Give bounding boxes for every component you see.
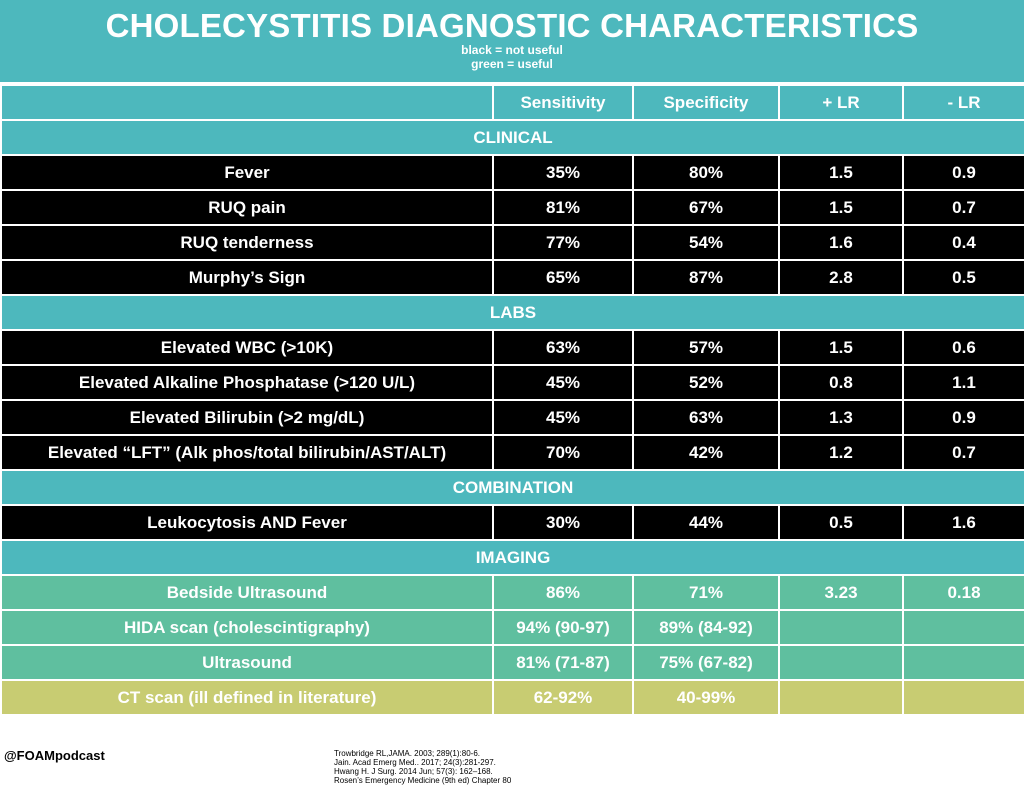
sensitivity-cell: 65% bbox=[493, 260, 633, 295]
row-label: Leukocytosis AND Fever bbox=[1, 505, 493, 540]
specificity-cell: 44% bbox=[633, 505, 779, 540]
positive-lr-cell: 1.5 bbox=[779, 190, 903, 225]
row-label: Elevated Bilirubin (>2 mg/dL) bbox=[1, 400, 493, 435]
sensitivity-cell: 45% bbox=[493, 400, 633, 435]
sensitivity-cell: 35% bbox=[493, 155, 633, 190]
column-header-positive-lr: + LR bbox=[779, 85, 903, 120]
negative-lr-cell bbox=[903, 645, 1024, 680]
column-header-label bbox=[1, 85, 493, 120]
reference-item: Rosen’s Emergency Medicine (9th ed) Chapter 80 bbox=[334, 776, 512, 785]
section-title: COMBINATION bbox=[1, 470, 1024, 505]
negative-lr-cell: 1.6 bbox=[903, 505, 1024, 540]
row-label: Elevated “LFT” (Alk phos/total bilirubin/AST/ALT) bbox=[1, 435, 493, 470]
row-label: RUQ tenderness bbox=[1, 225, 493, 260]
positive-lr-cell bbox=[779, 610, 903, 645]
negative-lr-cell bbox=[903, 610, 1024, 645]
title-banner bbox=[0, 0, 1024, 84]
table-row bbox=[1, 645, 1024, 680]
sensitivity-cell: 70% bbox=[493, 435, 633, 470]
section-header-row bbox=[1, 470, 1024, 505]
table-row bbox=[1, 155, 1024, 190]
sensitivity-cell: 81% (71-87) bbox=[493, 645, 633, 680]
column-header-sensitivity: Sensitivity bbox=[493, 85, 633, 120]
row-label: Bedside Ultrasound bbox=[1, 575, 493, 610]
negative-lr-cell: 1.1 bbox=[903, 365, 1024, 400]
table-row bbox=[1, 610, 1024, 645]
table-row bbox=[1, 330, 1024, 365]
row-label: Fever bbox=[1, 155, 493, 190]
section-header-row bbox=[1, 540, 1024, 575]
positive-lr-cell bbox=[779, 680, 903, 715]
sensitivity-cell: 45% bbox=[493, 365, 633, 400]
table-row bbox=[1, 365, 1024, 400]
references bbox=[334, 749, 511, 785]
column-header-row bbox=[1, 85, 1024, 120]
negative-lr-cell: 0.5 bbox=[903, 260, 1024, 295]
specificity-cell: 52% bbox=[633, 365, 779, 400]
specificity-cell: 63% bbox=[633, 400, 779, 435]
row-label: HIDA scan (cholescintigraphy) bbox=[1, 610, 493, 645]
row-label: Murphy’s Sign bbox=[1, 260, 493, 295]
specificity-cell: 54% bbox=[633, 225, 779, 260]
legend-not-useful: black = not useful bbox=[461, 43, 563, 57]
specificity-cell: 42% bbox=[633, 435, 779, 470]
positive-lr-cell: 3.23 bbox=[779, 575, 903, 610]
sensitivity-cell: 86% bbox=[493, 575, 633, 610]
diagnostic-table bbox=[0, 84, 1024, 716]
negative-lr-cell: 0.7 bbox=[903, 190, 1024, 225]
positive-lr-cell: 1.5 bbox=[779, 330, 903, 365]
positive-lr-cell: 1.3 bbox=[779, 400, 903, 435]
row-label: Ultrasound bbox=[1, 645, 493, 680]
column-header-specificity: Specificity bbox=[633, 85, 779, 120]
negative-lr-cell: 0.9 bbox=[903, 155, 1024, 190]
negative-lr-cell: 0.9 bbox=[903, 400, 1024, 435]
positive-lr-cell: 0.5 bbox=[779, 505, 903, 540]
negative-lr-cell: 0.18 bbox=[903, 575, 1024, 610]
table-row bbox=[1, 680, 1024, 715]
page-title: CHOLECYSTITIS DIAGNOSTIC CHARACTERISTICS bbox=[105, 7, 919, 44]
reference-item: Trowbridge RL,JAMA. 2003; 289(1):80-6. bbox=[334, 749, 480, 758]
positive-lr-cell: 1.2 bbox=[779, 435, 903, 470]
table-row bbox=[1, 190, 1024, 225]
podcast-handle: @FOAMpodcast bbox=[4, 748, 105, 763]
negative-lr-cell: 0.4 bbox=[903, 225, 1024, 260]
positive-lr-cell bbox=[779, 645, 903, 680]
specificity-cell: 80% bbox=[633, 155, 779, 190]
section-header-row bbox=[1, 295, 1024, 330]
specificity-cell: 89% (84-92) bbox=[633, 610, 779, 645]
positive-lr-cell: 1.5 bbox=[779, 155, 903, 190]
table-row bbox=[1, 400, 1024, 435]
specificity-cell: 57% bbox=[633, 330, 779, 365]
specificity-cell: 87% bbox=[633, 260, 779, 295]
table-row bbox=[1, 505, 1024, 540]
section-title: LABS bbox=[1, 295, 1024, 330]
reference-item: Jain. Acad Emerg Med.. 2017; 24(3):281-297. bbox=[334, 758, 496, 767]
specificity-cell: 71% bbox=[633, 575, 779, 610]
sensitivity-cell: 81% bbox=[493, 190, 633, 225]
table-row bbox=[1, 435, 1024, 470]
table-row bbox=[1, 260, 1024, 295]
specificity-cell: 75% (67-82) bbox=[633, 645, 779, 680]
negative-lr-cell bbox=[903, 680, 1024, 715]
row-label: CT scan (ill defined in literature) bbox=[1, 680, 493, 715]
negative-lr-cell: 0.6 bbox=[903, 330, 1024, 365]
section-title: IMAGING bbox=[1, 540, 1024, 575]
section-header-row bbox=[1, 120, 1024, 155]
sensitivity-cell: 30% bbox=[493, 505, 633, 540]
reference-item: Hwang H. J Surg. 2014 Jun; 57(3): 162–168. bbox=[334, 767, 493, 776]
sensitivity-cell: 94% (90-97) bbox=[493, 610, 633, 645]
sensitivity-cell: 63% bbox=[493, 330, 633, 365]
positive-lr-cell: 0.8 bbox=[779, 365, 903, 400]
specificity-cell: 40-99% bbox=[633, 680, 779, 715]
row-label: Elevated Alkaline Phosphatase (>120 U/L) bbox=[1, 365, 493, 400]
specificity-cell: 67% bbox=[633, 190, 779, 225]
table-row bbox=[1, 225, 1024, 260]
negative-lr-cell: 0.7 bbox=[903, 435, 1024, 470]
sensitivity-cell: 77% bbox=[493, 225, 633, 260]
sensitivity-cell: 62-92% bbox=[493, 680, 633, 715]
positive-lr-cell: 2.8 bbox=[779, 260, 903, 295]
row-label: Elevated WBC (>10K) bbox=[1, 330, 493, 365]
column-header-negative-lr: - LR bbox=[903, 85, 1024, 120]
positive-lr-cell: 1.6 bbox=[779, 225, 903, 260]
legend-useful: green = useful bbox=[471, 57, 553, 71]
table-row bbox=[1, 575, 1024, 610]
row-label: RUQ pain bbox=[1, 190, 493, 225]
section-title: CLINICAL bbox=[1, 120, 1024, 155]
